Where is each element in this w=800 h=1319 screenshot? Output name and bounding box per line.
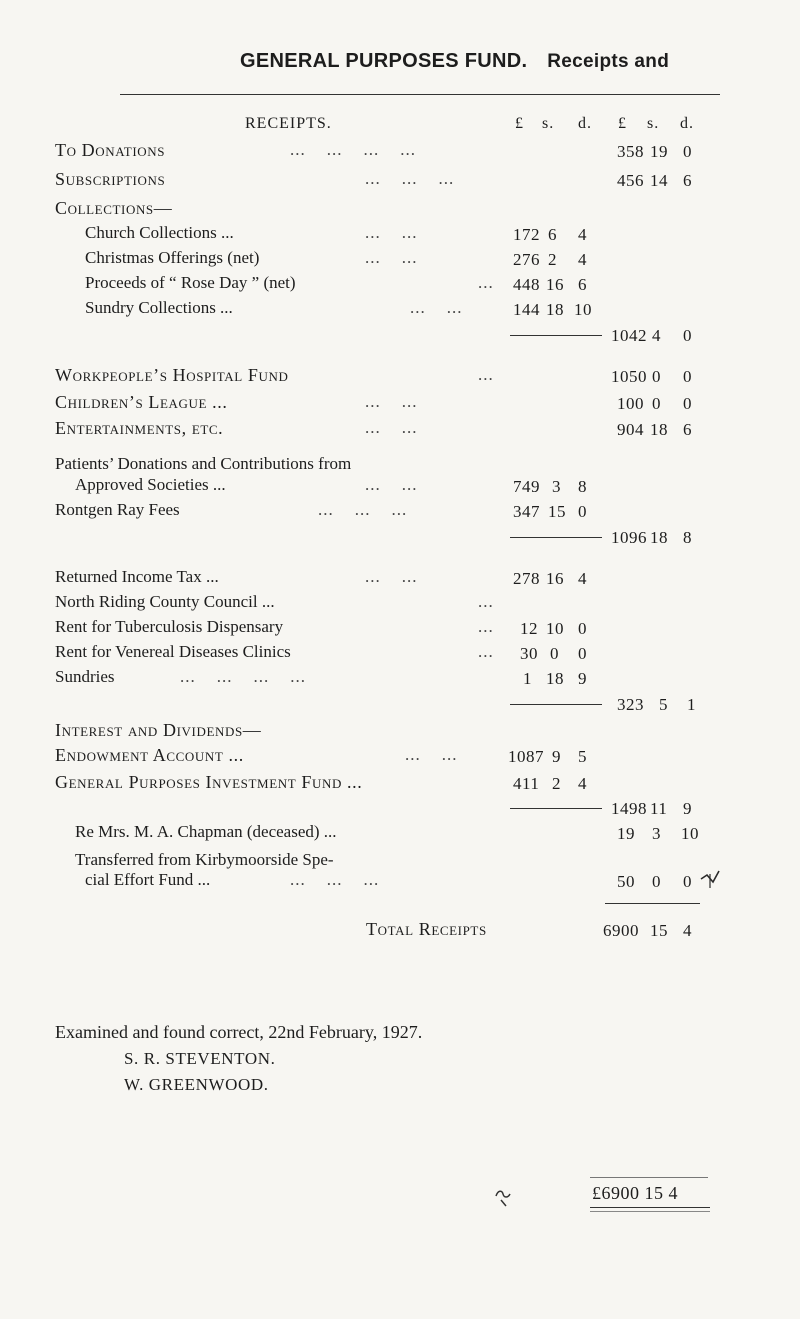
chapman-label: Re Mrs. M. A. Chapman (deceased) ... (75, 822, 337, 841)
interest-total-pounds: 1498 (611, 799, 647, 818)
entertainments-label: Entertainments, etc. (55, 418, 224, 438)
endowment-pounds: 1087 (508, 747, 544, 766)
collection-item-shillings: 6 (548, 225, 557, 244)
leader-dots: ... ... ... (290, 870, 380, 889)
patients-label-line1: Patients’ Donations and Contributions from (55, 454, 352, 473)
subscriptions-pence: 6 (683, 171, 692, 190)
leader-dots: ... ... ... (365, 169, 455, 188)
collection-item-pounds: 448 (513, 275, 540, 294)
total-receipts-shillings: 15 (650, 921, 668, 940)
collections-total-pounds: 1042 (611, 326, 647, 345)
childrens-pence: 0 (683, 394, 692, 413)
subscriptions-pounds: 456 (617, 171, 644, 190)
receipts-heading: RECEIPTS. (245, 115, 332, 132)
subscriptions-label: Subscriptions (55, 169, 166, 189)
subtotal-rule (510, 537, 602, 538)
misc-total-shillings: 5 (659, 695, 668, 714)
interest-total-shillings: 11 (650, 799, 668, 818)
misc-item-pence: 0 (578, 619, 587, 638)
childrens-shillings: 0 (652, 394, 661, 413)
rontgen-pounds: 347 (513, 502, 540, 521)
auditor-signature-2: W. GREENWOOD. (124, 1075, 269, 1094)
kirbymoorside-label-line2: cial Effort Fund ... (85, 870, 211, 889)
donations-pounds: 358 (617, 142, 644, 161)
rontgen-pence: 0 (578, 502, 587, 521)
leader-dots: ... ... ... ... (290, 140, 416, 159)
misc-item-label: Sundries (55, 667, 115, 686)
collection-item-shillings: 16 (546, 275, 564, 294)
subtotal-rule (510, 335, 602, 336)
page-header (240, 50, 669, 73)
rontgen-label: Rontgen Ray Fees (55, 500, 180, 519)
pencil-scribble-icon (492, 1184, 516, 1208)
misc-item-pounds: 1 (523, 669, 532, 688)
subscriptions-shillings: 14 (650, 171, 668, 190)
col-pounds-2: £ (618, 115, 627, 132)
leader-dots: ... ... (365, 475, 418, 494)
leader-dots: ... ... (365, 567, 418, 586)
donations-label: To Donations (55, 140, 166, 160)
collection-item-label: Church Collections ... (85, 223, 234, 242)
investment-shillings: 2 (552, 774, 561, 793)
auditor-signature-1: S. R. STEVENTON. (124, 1049, 276, 1068)
misc-item-label: North Riding County Council ... (55, 592, 275, 611)
leader-dots: ... (478, 365, 494, 384)
leader-dots: ... (478, 273, 494, 292)
collection-item-label: Christmas Offerings (net) (85, 248, 260, 267)
misc-item-shillings: 10 (546, 619, 564, 638)
childrens-pounds: 100 (617, 394, 644, 413)
leader-dots: ... ... (365, 248, 418, 267)
chapman-pounds: 19 (617, 824, 635, 843)
misc-item-pounds: 12 (520, 619, 538, 638)
total-receipts-pounds: 6900 (603, 921, 639, 940)
chapman-pence: 10 (681, 824, 699, 843)
leader-dots: ... ... ... ... (180, 667, 306, 686)
collection-item-label: Proceeds of “ Rose Day ” (net) (85, 273, 296, 292)
total-receipts-pence: 4 (683, 921, 692, 940)
collections-total-shillings: 4 (652, 326, 661, 345)
workpeople-shillings: 0 (652, 367, 661, 386)
subtotal-rule (510, 808, 602, 809)
workpeople-label: Workpeople’s Hospital Fund (55, 365, 289, 385)
entertainments-pence: 6 (683, 420, 692, 439)
endowment-pence: 5 (578, 747, 587, 766)
patients-shillings: 3 (552, 477, 561, 496)
misc-item-pounds: 278 (513, 569, 540, 588)
collection-item-pence: 6 (578, 275, 587, 294)
rontgen-total-pence: 8 (683, 528, 692, 547)
leader-dots: ... ... (405, 745, 458, 764)
collection-item-label: Sundry Collections ... (85, 298, 233, 317)
leader-dots: ... (478, 617, 494, 636)
fund-subtitle: Receipts and (547, 51, 670, 72)
footer-total: £6900 15 4 (592, 1183, 678, 1203)
chapman-shillings: 3 (652, 824, 661, 843)
audit-statement: Examined and found correct, 22nd February, 1927. (55, 1022, 423, 1042)
investment-label: General Purposes Investment Fund ... (55, 772, 363, 792)
misc-item-pence: 0 (578, 644, 587, 663)
leader-dots: ... ... (365, 223, 418, 242)
total-rule (605, 903, 700, 904)
misc-item-shillings: 16 (546, 569, 564, 588)
donations-shillings: 19 (650, 142, 668, 161)
collection-item-pence: 10 (574, 300, 592, 319)
leader-dots: ... (478, 642, 494, 661)
workpeople-pounds: 1050 (611, 367, 647, 386)
leader-dots: ... ... (410, 298, 463, 317)
header-rule (120, 94, 720, 95)
interest-total-pence: 9 (683, 799, 692, 818)
misc-total-pounds: 323 (617, 695, 644, 714)
entertainments-pounds: 904 (617, 420, 644, 439)
kirbymoorside-pence: 0 (683, 872, 692, 891)
patients-pence: 8 (578, 477, 587, 496)
collection-item-shillings: 18 (546, 300, 564, 319)
rontgen-total-pounds: 1096 (611, 528, 647, 547)
misc-total-pence: 1 (687, 695, 696, 714)
total-receipts-label: Total Receipts (366, 919, 487, 939)
leader-dots: ... ... (365, 418, 418, 437)
collection-item-pence: 4 (578, 250, 587, 269)
leader-dots: ... ... ... (318, 500, 408, 519)
footer-double-rule-2 (590, 1211, 710, 1212)
investment-pence: 4 (578, 774, 587, 793)
patients-pounds: 749 (513, 477, 540, 496)
footer-double-rule-1 (590, 1207, 710, 1208)
entertainments-shillings: 18 (650, 420, 668, 439)
endowment-label: Endowment Account ... (55, 745, 244, 765)
collections-total-pence: 0 (683, 326, 692, 345)
leader-dots: ... (478, 592, 494, 611)
collection-item-shillings: 2 (548, 250, 557, 269)
investment-pounds: 411 (513, 774, 540, 793)
col-pounds-1: £ (515, 115, 524, 132)
kirbymoorside-shillings: 0 (652, 872, 661, 891)
pencil-tick-mark-icon (698, 866, 722, 890)
col-shillings-1: s. (542, 115, 555, 132)
collection-item-pounds: 172 (513, 225, 540, 244)
misc-item-shillings: 18 (546, 669, 564, 688)
rontgen-shillings: 15 (548, 502, 566, 521)
misc-item-pence: 9 (578, 669, 587, 688)
childrens-label: Children’s League ... (55, 392, 228, 412)
col-pence-1: d. (578, 115, 592, 132)
col-shillings-2: s. (647, 115, 660, 132)
fund-title: GENERAL PURPOSES FUND. (240, 50, 528, 72)
workpeople-pence: 0 (683, 367, 692, 386)
donations-pence: 0 (683, 142, 692, 161)
kirbymoorside-label-line1: Transferred from Kirbymoorside Spe- (75, 850, 334, 869)
interest-label: Interest and Dividends— (55, 720, 262, 740)
col-pence-2: d. (680, 115, 694, 132)
collections-label: Collections— (55, 198, 173, 218)
collection-item-pence: 4 (578, 225, 587, 244)
misc-item-pence: 4 (578, 569, 587, 588)
subtotal-rule (510, 704, 602, 705)
rontgen-total-shillings: 18 (650, 528, 668, 547)
kirbymoorside-pounds: 50 (617, 872, 635, 891)
footer-top-rule (590, 1177, 708, 1178)
misc-item-pounds: 30 (520, 644, 538, 663)
misc-item-label: Rent for Venereal Diseases Clinics (55, 642, 291, 661)
collection-item-pounds: 144 (513, 300, 540, 319)
misc-item-label: Rent for Tuberculosis Dispensary (55, 617, 284, 636)
patients-label-line2: Approved Societies ... (75, 475, 226, 494)
endowment-shillings: 9 (552, 747, 561, 766)
collection-item-pounds: 276 (513, 250, 540, 269)
misc-item-label: Returned Income Tax ... (55, 567, 219, 586)
leader-dots: ... ... (365, 392, 418, 411)
misc-item-shillings: 0 (550, 644, 559, 663)
